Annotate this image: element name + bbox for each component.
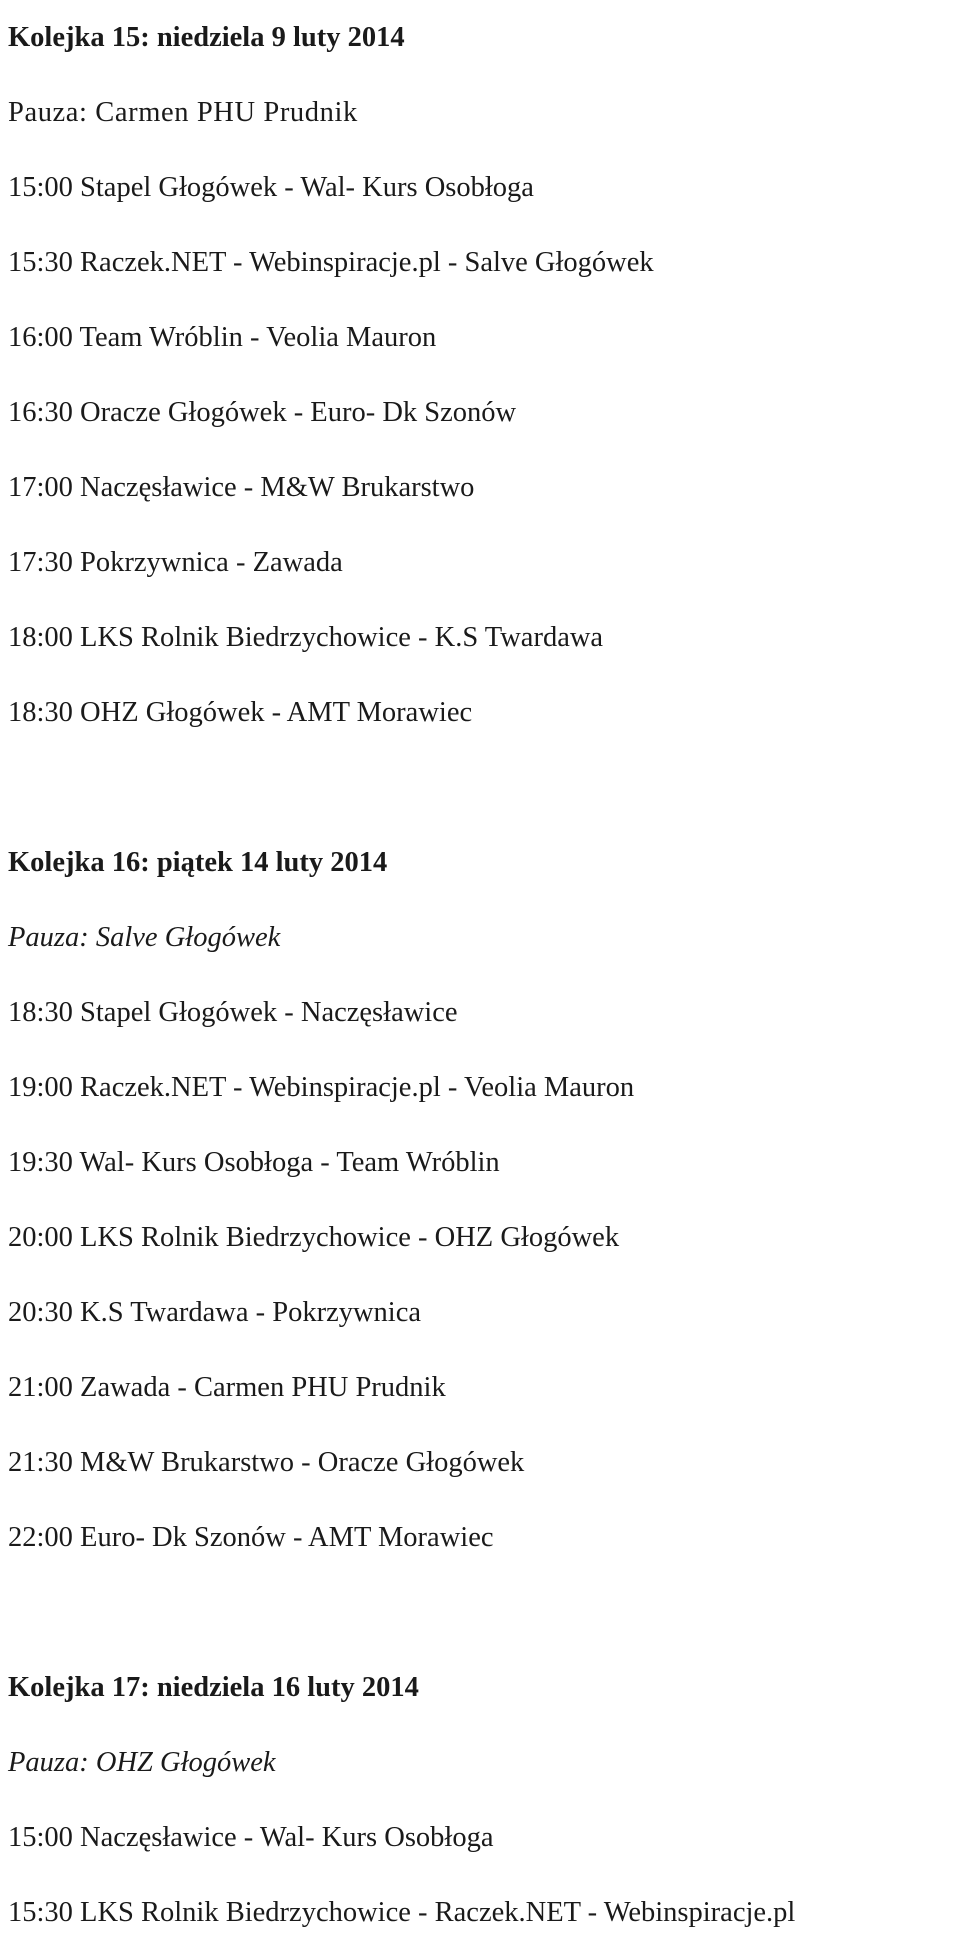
match-line: 19:30 Wal- Kurs Osobłoga - Team Wróblin <box>8 1147 500 1178</box>
round-15 <box>8 0 956 750</box>
match-line: 15:00 Naczęsławice - Wal- Kurs Osobłoga <box>8 1822 494 1853</box>
round-pause: Pauza: Carmen PHU Prudnik <box>8 97 358 128</box>
round-pause: Pauza: OHZ Głogówek <box>8 1747 276 1778</box>
match-line: 18:30 Stapel Głogówek - Naczęsławice <box>8 997 458 1028</box>
match-line: 16:30 Oracze Głogówek - Euro- Dk Szonów <box>8 397 517 428</box>
round-pause: Pauza: Salve Głogówek <box>8 922 281 953</box>
match-line: 20:30 K.S Twardawa - Pokrzywnica <box>8 1297 422 1328</box>
round-heading: Kolejka 15: niedziela 9 luty 2014 <box>8 22 405 53</box>
match-line: 17:30 Pokrzywnica - Zawada <box>8 547 343 578</box>
match-line: 16:00 Team Wróblin - Veolia Mauron <box>8 322 437 353</box>
match-line: 15:30 LKS Rolnik Biedrzychowice - Raczek.NET - Webinspiracje.pl <box>8 1897 796 1928</box>
round-17 <box>8 1650 956 1950</box>
round-heading: Kolejka 17: niedziela 16 luty 2014 <box>8 1672 419 1703</box>
match-line: 15:30 Raczek.NET - Webinspiracje.pl - Salve Głogówek <box>8 247 654 278</box>
match-line: 22:00 Euro- Dk Szonów - AMT Morawiec <box>8 1522 494 1553</box>
section-spacer <box>8 1575 956 1650</box>
match-line: 21:30 M&W Brukarstwo - Oracze Głogówek <box>8 1447 525 1478</box>
match-line: 17:00 Naczęsławice - M&W Brukarstwo <box>8 472 475 503</box>
round-16 <box>8 825 956 1575</box>
match-line: 20:00 LKS Rolnik Biedrzychowice - OHZ Głogówek <box>8 1222 620 1253</box>
round-heading: Kolejka 16: piątek 14 luty 2014 <box>8 847 388 878</box>
match-line: 18:00 LKS Rolnik Biedrzychowice - K.S Twardawa <box>8 622 604 653</box>
match-line: 19:00 Raczek.NET - Webinspiracje.pl - Veolia Mauron <box>8 1072 635 1103</box>
match-line: 15:00 Stapel Głogówek - Wal- Kurs Osobłoga <box>8 172 534 203</box>
section-spacer <box>8 750 956 825</box>
match-line: 18:30 OHZ Głogówek - AMT Morawiec <box>8 697 473 728</box>
schedule-document <box>8 0 956 1950</box>
match-line: 21:00 Zawada - Carmen PHU Prudnik <box>8 1372 446 1403</box>
